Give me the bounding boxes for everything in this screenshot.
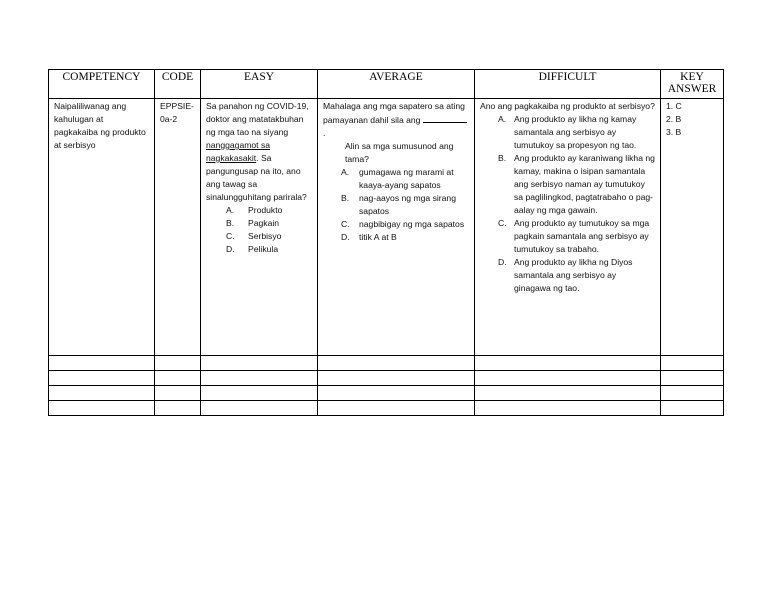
header-difficult: DIFFICULT <box>475 70 661 99</box>
average-question: Alin sa mga sumusunod ang tama? <box>345 141 454 164</box>
easy-cell <box>201 99 318 356</box>
table-row <box>49 99 724 356</box>
average-option: C. nagbibigay ng mga sapatos <box>341 219 465 229</box>
empty-row <box>49 371 724 386</box>
header-key-answer: KEY ANSWER <box>661 70 724 99</box>
header-competency: COMPETENCY <box>49 70 155 99</box>
key-answer-item: 2. B <box>666 114 682 124</box>
average-cell <box>318 99 475 356</box>
easy-options <box>206 204 312 256</box>
assessment-table <box>48 69 724 416</box>
key-answer-item: 1. C <box>666 101 682 111</box>
empty-row <box>49 356 724 371</box>
average-option: A. gumagawa ng marami at kaaya-ayang sapatos <box>341 167 454 190</box>
difficult-option: B. Ang produkto ay karaniwang likha ng kamay, makina o isipan samantala ang serbisyo naman ay tumutukoy sa paglilingkod, pagtatrabaho o pag-aalay ng mga gawain. <box>498 153 655 215</box>
difficult-option: A. Ang produkto ay likha ng kamay samantala ang serbisyo ay tumutukoy sa propesyon ng tao. <box>498 114 637 150</box>
difficult-options <box>480 113 655 295</box>
empty-row <box>49 401 724 416</box>
header-code: CODE <box>155 70 201 99</box>
average-option: D. titik A at B <box>341 232 397 242</box>
average-options <box>323 166 469 244</box>
competency-text: Naipaliliwanag ang kahulugan at pagkakaiba ng produkto at serbisyo <box>54 101 146 150</box>
difficult-stem: Ano ang pagkakaiba ng produkto at serbisyo? <box>480 101 655 111</box>
easy-option: C. Serbisyo <box>226 231 282 241</box>
competency-cell <box>49 99 155 356</box>
key-answer-item: 3. B <box>666 127 682 137</box>
empty-row <box>49 386 724 401</box>
difficult-cell <box>475 99 661 356</box>
easy-stem-after: . Sa pangungusap na ito, ano ang tawag sa sinalungguhitang parirala? <box>206 153 307 202</box>
easy-option: D. Pelikula <box>226 244 279 254</box>
difficult-option: D. Ang produkto ay likha ng Diyos samantala ang serbisyo ay ginagawa ng tao. <box>498 257 633 293</box>
header-easy: EASY <box>201 70 318 99</box>
easy-option: A. Produkto <box>226 205 283 215</box>
code-cell <box>155 99 201 356</box>
easy-stem-before: Sa panahon ng COVID-19, doktor ang matatakbuhan ng mga tao na siyang <box>206 101 309 137</box>
average-option: B. nag-aayos ng mga sirang sapatos <box>341 193 456 216</box>
average-stem: Mahalaga ang mga sapatero sa ating pamayanan dahil sila ang . <box>323 101 465 138</box>
easy-option: B. Pagkain <box>226 218 280 228</box>
header-average: AVERAGE <box>318 70 475 99</box>
easy-question <box>206 100 312 204</box>
key-answer-cell <box>661 99 724 356</box>
easy-underlined-phrase: nanggagamot sa nagkakasakit <box>206 140 271 163</box>
answer-blank <box>423 113 467 123</box>
code-text: EPPSIE-0a-2 <box>160 101 194 124</box>
header-row <box>49 70 724 99</box>
difficult-option: C. Ang produkto ay tumutukoy sa mga pagkain samantala ang serbisyo ay tumutukoy sa trabaho. <box>498 218 650 254</box>
